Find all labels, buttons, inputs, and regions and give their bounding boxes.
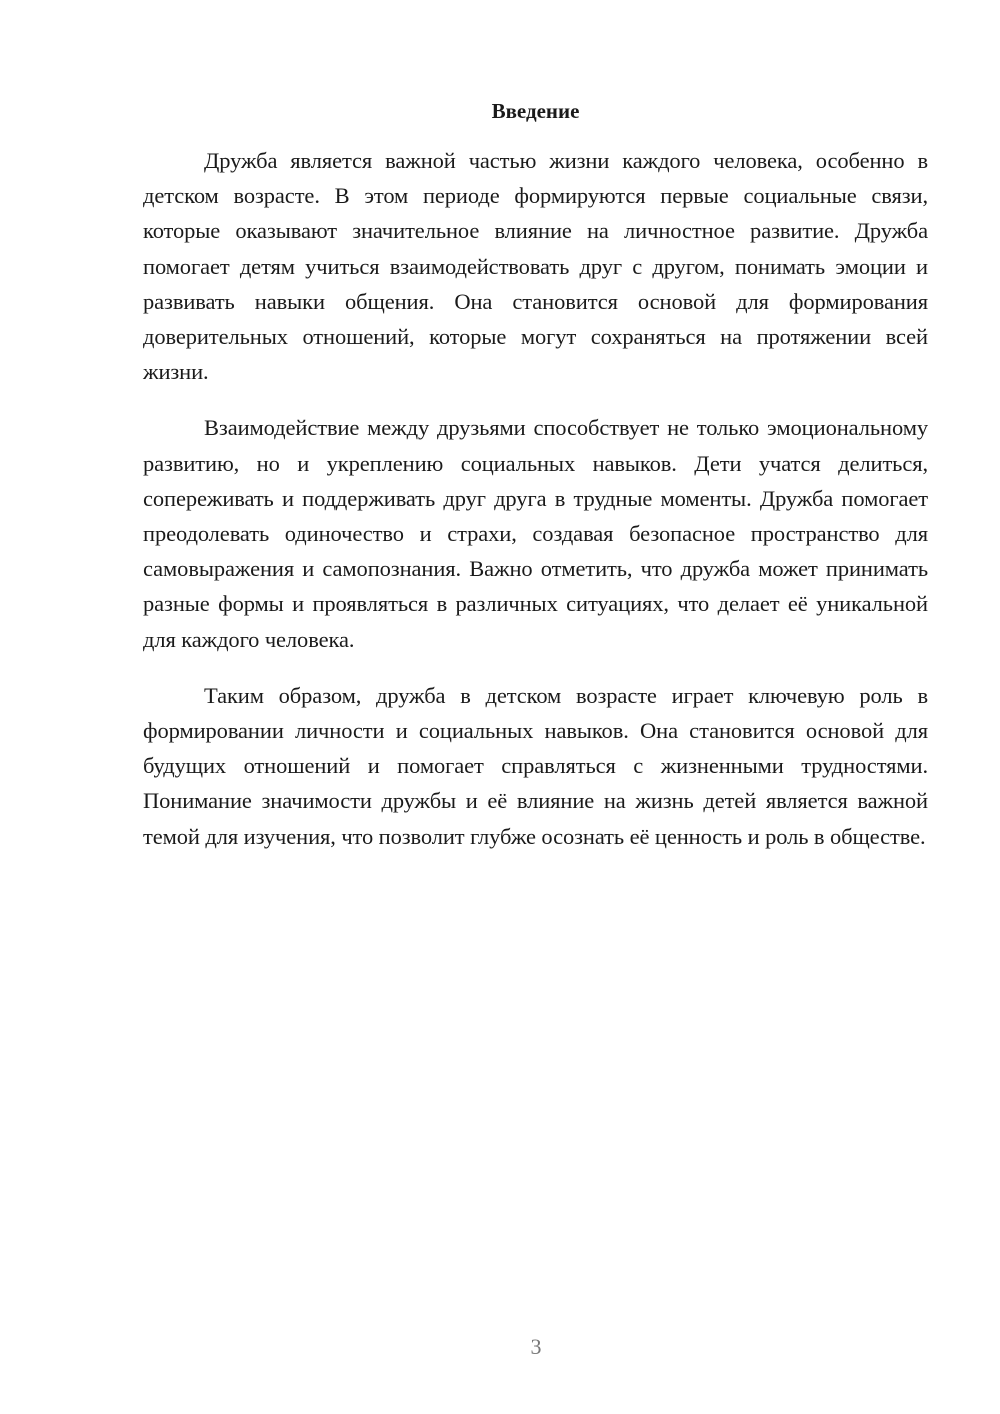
paragraph-3: Таким образом, дружба в детском возрасте играет ключевую роль в формировании личности и социальных навыков. Она становится основой для будущих отношений и помогает справляться с жизненными трудностями. Понимание значимости дружбы и её влияние на жизнь детей является важной темой для изучения, что позволит глубже осознать её ценность и роль в обществе. — [143, 682, 928, 849]
page-number: 3 — [530, 1334, 542, 1359]
section-heading: Введение — [491, 99, 580, 123]
page-content — [143, 96, 928, 854]
paragraph-2: Взаимодействие между друзьями способствует не только эмоциональному развитию, но и укреплению социальных навыков. Дети учатся делиться, сопереживать и поддерживать друг друга в трудные моменты. Дружба помогает преодолевать одиночество и страхи, создавая безопасное пространство для самовыражения и самопознания. Важно отметить, что дружба может принимать разные формы и проявляться в различных ситуациях, что делает её уникальной для каждого человека. — [143, 415, 928, 652]
paragraph-1: Дружба является важной частью жизни каждого человека, особенно в детском возрасте. В этом периоде формируются первые социальные связи, которые оказывают значительное влияние на личностное развитие. Дружба помогает детям учиться взаимодействовать друг с другом, понимать эмоции и развивать навыки общения. Она становится основой для формирования доверительных отношений, которые могут сохраняться на протяжении всей жизни. — [143, 148, 928, 385]
